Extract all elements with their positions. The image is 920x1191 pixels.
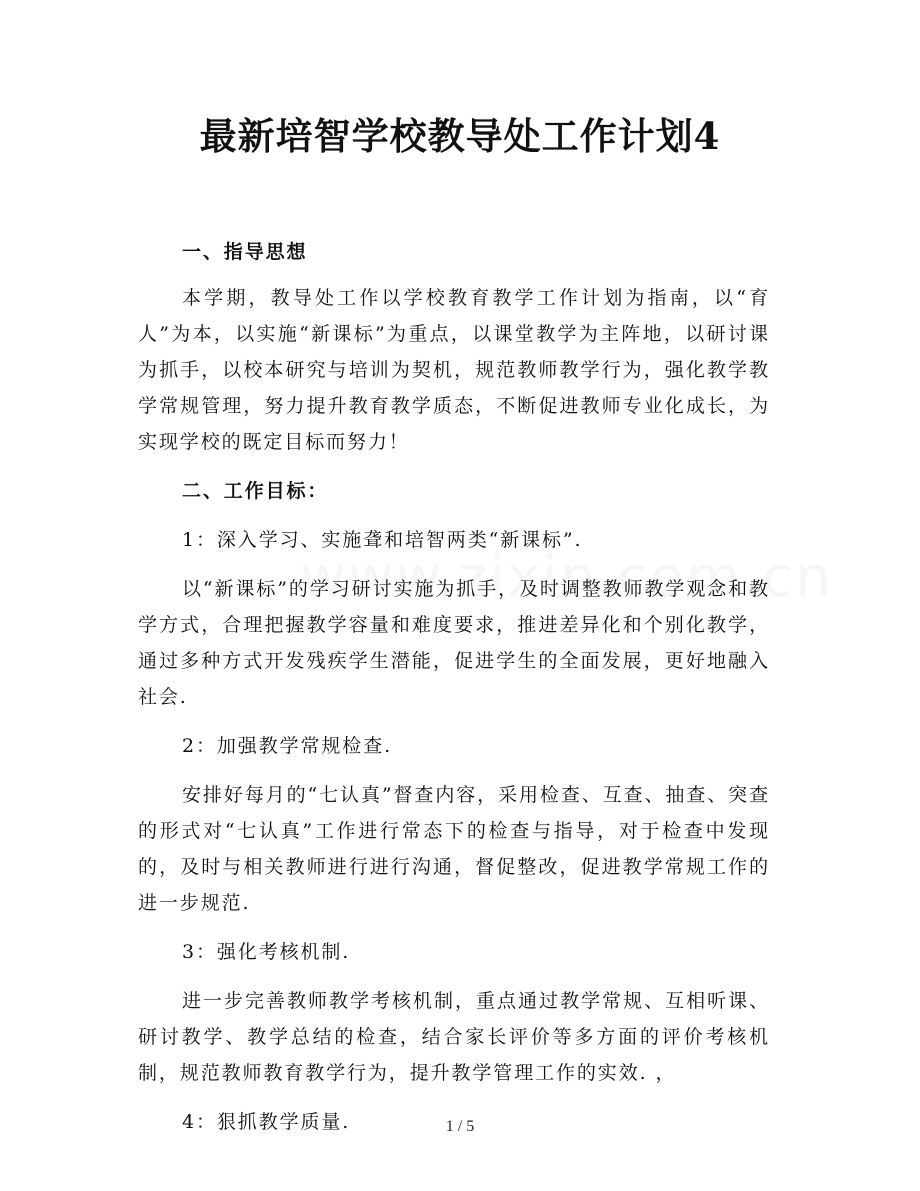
goal-item-paragraph-2: 安排好每月的“七认真”督查内容，采用检查、互查、抽查、突查的形式对“七认真”工作进行常态下的检查与指导，对于检查中发现的，及时与相关教师进行进行沟通，督促整改，促进教学常规工作的进一步规范.	[138, 784, 770, 914]
goal-item-title-3: 3：强化考核机制.	[182, 941, 351, 963]
paragraph-guiding-ideology: 本学期，教导处工作以学校教育教学工作计划为指南，以“育人”为本，以实施“新课标”为重点，以课堂教学为主阵地，以研讨课为抓手，以校本研究与培训为契机，规范教师教学行为，强化教学教学常规管理，努力提升教育教学质态，不断促进教师专业化成长，为实现学校的既定目标而努力！	[138, 287, 770, 453]
section-heading-guiding-ideology: 一、指导思想	[182, 241, 308, 263]
goal-item-title-4: 4：狠抓教学质量.	[182, 1111, 351, 1133]
section-heading-work-goals: 二、工作目标：	[182, 480, 329, 502]
document-body	[138, 234, 770, 1140]
goal-item-paragraph-1: 以“新课标”的学习研讨实施为抓手，及时调整教师教学观念和教学方式，合理把握教学容量和难度要求，推进差异化和个别化教学，通过多种方式开发残疾学生潜能，促进学生的全面发展，更好地融入社会.	[138, 578, 770, 708]
goal-item-title-2: 2：加强教学常规检查.	[182, 735, 393, 757]
document-title: 最新培智学校教导处工作计划4	[199, 114, 721, 158]
page-number: 1 / 5	[445, 1118, 475, 1135]
goal-item-paragraph-3: 进一步完善教师教学考核机制，重点通过教学常规、互相听课、研讨教学、教学总结的检查，结合家长评价等多方面的评价考核机制，规范教师教育教学行为，提升教学管理工作的实效. ，	[138, 990, 770, 1084]
goal-item-title-1: 1：深入学习、实施聋和培智两类“新课标”.	[182, 529, 583, 551]
